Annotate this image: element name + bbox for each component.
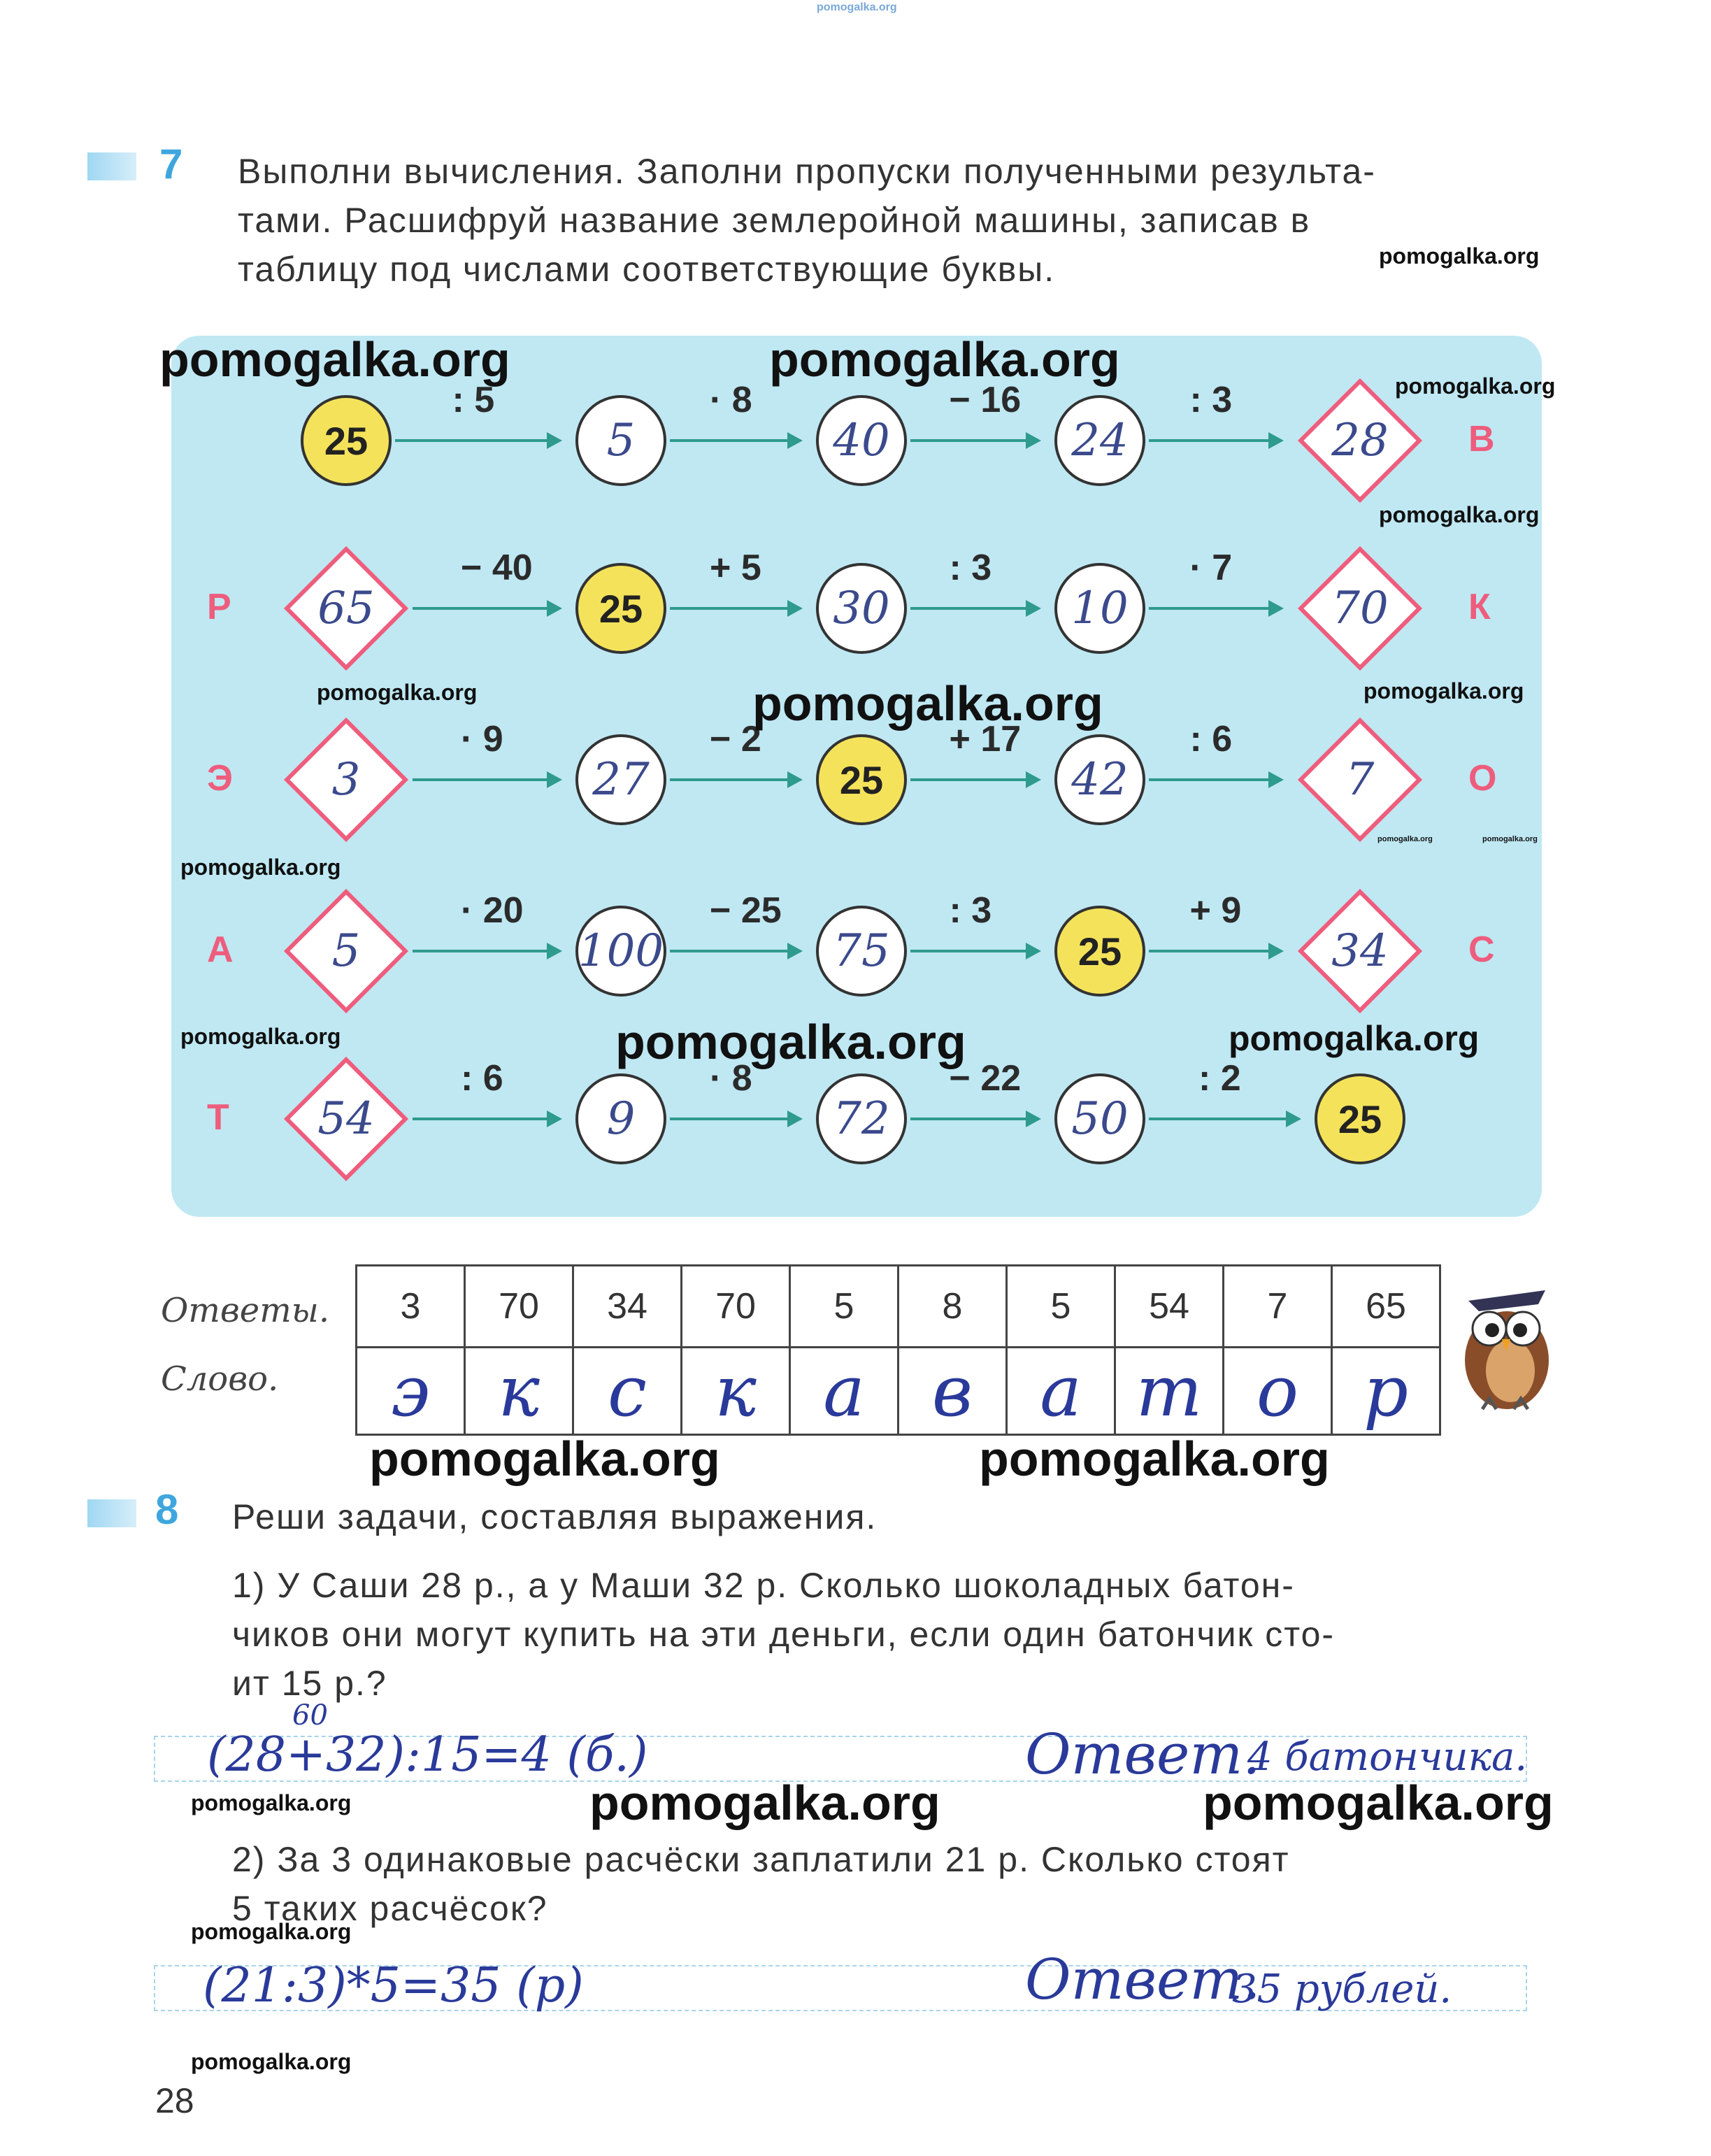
answer-label: Ответ. [1025, 1947, 1261, 2012]
operation-label: : 6 [461, 1058, 503, 1099]
task-text-line: тами. Расшифруй название землеройной машины, записав в [238, 201, 1311, 240]
answer-letter-cell[interactable]: к [465, 1348, 573, 1435]
answer-label: Ответ. [1025, 1722, 1261, 1787]
handwritten-answer: 4 батончика. [1247, 1734, 1528, 1780]
arrow [670, 607, 800, 610]
task-text-line: таблицу под числами соответствующие буквы. [238, 250, 1056, 289]
handwritten-answer: 35 рублей. [1232, 1966, 1452, 2012]
handwritten-expression: (28+32):15=4 (б.) [207, 1727, 648, 1783]
arrow [1149, 607, 1281, 610]
handwritten-expression: (21:3)*5=35 (р) [203, 1958, 584, 2013]
watermark: pomogalka.org [1377, 835, 1433, 843]
arrow [413, 950, 559, 952]
operation-label: : 2 [1198, 1058, 1241, 1099]
answer-number-cell: 5 [790, 1266, 899, 1348]
watermark: pomogalka.org [317, 680, 478, 705]
node-value: 65 [317, 583, 375, 634]
start-node: 25 [1315, 1073, 1405, 1164]
page-number: 28 [155, 2081, 194, 2120]
answer-letter-cell[interactable]: с [573, 1348, 682, 1435]
start-node: 25 [1054, 906, 1145, 997]
task-text-line: 2) За 3 одинаковые расчёски заплатили 21 р. Сколько стоят [232, 1840, 1290, 1879]
watermark: pomogalka.org [1379, 502, 1540, 527]
circle-node: 40 [816, 395, 907, 486]
operation-label: + 9 [1189, 890, 1242, 931]
operation-label: − 16 [949, 380, 1022, 420]
task-number: 8 [155, 1486, 179, 1533]
answer-letter-cell[interactable]: к [682, 1348, 790, 1435]
start-node: 25 [575, 563, 666, 654]
watermark: pomogalka.org [191, 1919, 352, 1944]
arrow [395, 439, 559, 442]
answer-number-cell: 70 [682, 1266, 790, 1348]
watermark: pomogalka.org [180, 1024, 341, 1049]
row-letter-right: К [1468, 587, 1491, 627]
answer-number-cell: 7 [1224, 1266, 1332, 1348]
arrow [910, 439, 1038, 442]
row-letter-right: В [1468, 419, 1495, 459]
watermark: pomogalka.org [1482, 835, 1538, 843]
operation-label: + 17 [949, 719, 1022, 759]
arrow [413, 778, 559, 781]
watermark: pomogalka.org [1395, 373, 1556, 399]
operation-label: : 3 [1189, 380, 1233, 420]
watermark: pomogalka.org [369, 1432, 720, 1486]
arrow [910, 778, 1038, 781]
arrow [1149, 778, 1281, 781]
start-node: 25 [301, 395, 392, 486]
node-value: 28 [1331, 415, 1389, 466]
node-value: 34 [1331, 925, 1389, 977]
task-title: Реши задачи, составляя выражения. [232, 1497, 878, 1536]
answer-number-cell: 70 [465, 1266, 573, 1348]
answer-number-cell: 65 [1332, 1266, 1440, 1348]
task-text-line: чиков они могут купить на эти деньги, если один батончик сто- [232, 1615, 1336, 1654]
node-value: 7 [1345, 754, 1375, 806]
circle-node: 5 [575, 395, 666, 486]
operation-label: : 3 [949, 890, 992, 931]
watermark: pomogalka.org [769, 332, 1120, 387]
task-flag [87, 1499, 136, 1527]
diamond-node [1297, 717, 1423, 843]
start-node: 25 [816, 734, 907, 825]
handwritten-note: 60 [292, 1699, 328, 1732]
watermark: pomogalka.org [589, 1776, 940, 1830]
arrow [670, 778, 800, 781]
node-value: 54 [317, 1093, 375, 1145]
arrow [413, 607, 559, 610]
diamond-node [283, 545, 409, 671]
watermark: pomogalka.org [191, 2049, 352, 2074]
watermark: pomogalka.org [180, 855, 341, 880]
watermark: pomogalka.org [817, 1, 897, 13]
operation-label: · 8 [710, 380, 752, 420]
node-value: 5 [331, 925, 361, 977]
arrow [413, 1118, 559, 1120]
watermark: pomogalka.org [1363, 678, 1524, 704]
operation-label: − 22 [949, 1058, 1022, 1099]
operation-label: − 25 [710, 890, 782, 931]
circle-node: 75 [816, 906, 907, 997]
operation-label: · 9 [461, 719, 503, 759]
answer-letter-cell[interactable]: в [899, 1348, 1007, 1435]
watermark: pomogalka.org [159, 332, 510, 387]
word-label: Слово. [161, 1359, 279, 1399]
arrow [1149, 950, 1281, 952]
task-number: 7 [159, 141, 183, 187]
watermark: pomogalka.org [615, 1015, 966, 1069]
answers-table [355, 1264, 1441, 1436]
watermark: pomogalka.org [1203, 1776, 1554, 1830]
operation-label: + 5 [710, 548, 761, 588]
answer-letter-cell[interactable]: а [790, 1348, 899, 1435]
answer-letter-cell[interactable]: а [1007, 1348, 1115, 1435]
arrow [670, 1118, 800, 1120]
diamond-node [283, 717, 409, 843]
circle-node: 9 [575, 1073, 666, 1164]
diamond-node [283, 1056, 409, 1182]
arrow [1149, 439, 1281, 442]
arrow [670, 950, 800, 952]
operation-label: : 5 [452, 380, 495, 420]
operation-label: : 6 [1189, 719, 1233, 759]
answer-number-cell: 5 [1007, 1266, 1115, 1348]
answer-letter-cell[interactable]: р [1332, 1348, 1440, 1435]
row-letter-left: Р [207, 587, 231, 627]
arrow [670, 439, 800, 442]
operation-label: − 2 [710, 719, 761, 759]
owl-mascot-icon [1440, 1273, 1566, 1420]
circle-node: 50 [1054, 1073, 1145, 1164]
watermark: pomogalka.org [191, 1790, 352, 1815]
circle-node: 42 [1054, 734, 1145, 825]
arrow [910, 1118, 1038, 1120]
watermark: pomogalka.org [1229, 1019, 1480, 1058]
task-flag [87, 152, 136, 180]
arrow [910, 950, 1038, 952]
row-letter-right: О [1468, 758, 1497, 799]
circle-node: 10 [1054, 563, 1145, 654]
operation-label: − 40 [461, 548, 533, 588]
diamond-node [1297, 545, 1423, 671]
task-text-line: ит 15 р.? [232, 1664, 387, 1703]
answer-letter-cell[interactable]: э [357, 1348, 465, 1435]
operation-label: : 3 [949, 548, 992, 588]
node-value: 3 [331, 754, 361, 806]
answer-number-cell: 8 [899, 1266, 1007, 1348]
circle-node: 100 [575, 906, 666, 997]
watermark: pomogalka.org [752, 676, 1103, 731]
answer-number-cell: 3 [357, 1266, 465, 1348]
watermark: pomogalka.org [979, 1432, 1330, 1486]
row-letter-left: Т [207, 1097, 229, 1138]
answer-letter-cell[interactable]: т [1115, 1348, 1224, 1435]
row-letter-left: А [207, 929, 234, 970]
watermark: pomogalka.org [1379, 243, 1540, 269]
circle-node: 27 [575, 734, 666, 825]
task-text-line: Выполни вычисления. Заполни пропуски полученными результа- [238, 152, 1376, 191]
row-letter-right: С [1468, 929, 1495, 970]
task-text-line: 1) У Саши 28 р., а у Маши 32 р. Сколько шоколадных батон- [232, 1566, 1295, 1605]
arrow [1149, 1118, 1298, 1120]
diamond-node [283, 888, 409, 1014]
diamond-node [1297, 888, 1423, 1014]
circle-node: 72 [816, 1073, 907, 1164]
circle-node: 30 [816, 563, 907, 654]
answer-number-cell: 34 [573, 1266, 682, 1348]
row-letter-left: Э [207, 758, 233, 799]
operation-label: · 7 [1189, 548, 1233, 588]
circle-node: 24 [1054, 395, 1145, 486]
operation-label: · 8 [710, 1058, 752, 1099]
arrow [910, 607, 1038, 610]
operation-label: · 20 [461, 890, 524, 931]
answer-letter-cell[interactable]: о [1224, 1348, 1332, 1435]
task-text-line: 5 таких расчёсок? [232, 1889, 548, 1928]
node-value: 70 [1331, 583, 1389, 634]
answers-label: Ответы. [161, 1291, 330, 1330]
answer-number-cell: 54 [1115, 1266, 1224, 1348]
